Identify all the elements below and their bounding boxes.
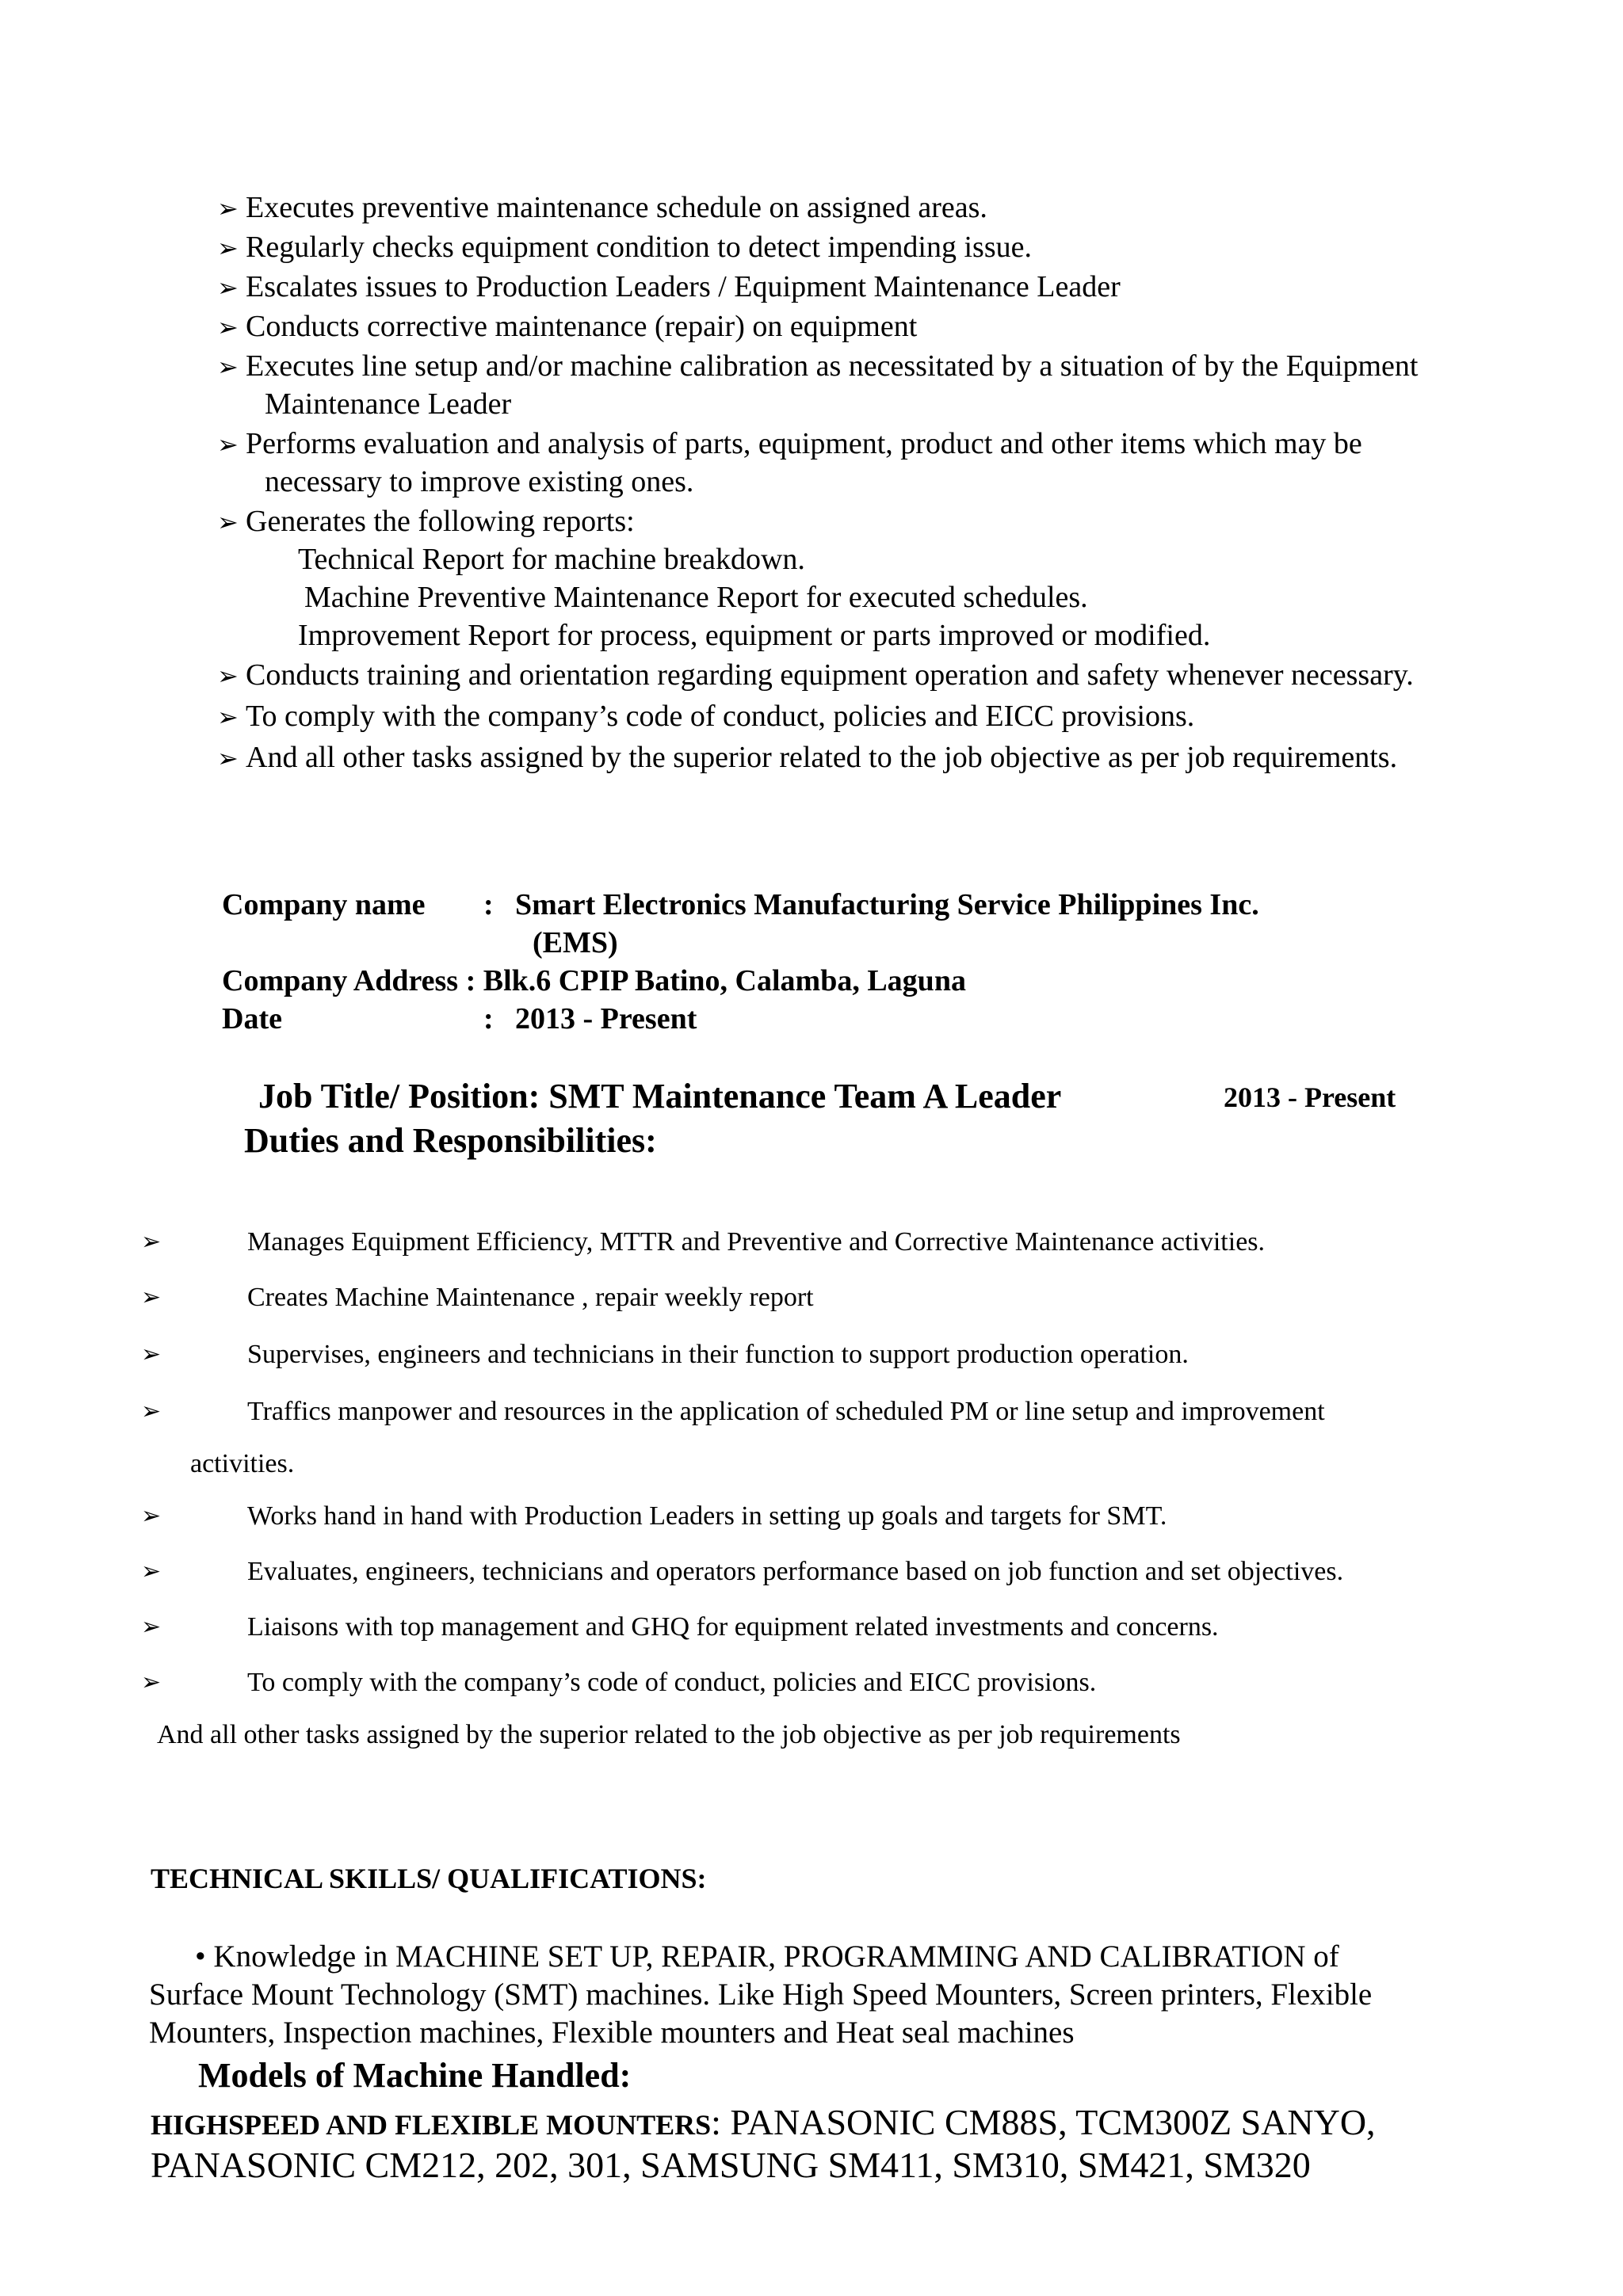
arrow-bullet-icon: ➢ [217, 273, 239, 302]
list-item [217, 656, 1414, 695]
arrow-bullet-icon: ➢ [217, 508, 239, 536]
list-item [217, 189, 987, 227]
bullet-text: Traffics manpower and resources in the application of scheduled PM or line setup and improvement [247, 1397, 1325, 1426]
bullet-text: To comply with the company’s code of conduct, policies and EICC provisions. [246, 700, 1195, 733]
bullet-text: Executes line setup and/or machine calibration as necessitated by a situation of by the Equipment [246, 349, 1419, 383]
colon: : [483, 1002, 494, 1035]
arrow-bullet-icon: ➢ [141, 1558, 162, 1585]
bullet-text: To comply with the company’s code of conduct, policies and EICC provisions. [247, 1668, 1097, 1697]
list-item [217, 268, 1121, 307]
list-item [217, 307, 917, 346]
job-date: 2013 - Present [1224, 1081, 1396, 1113]
duties-heading: Duties and Responsibilities: [244, 1121, 657, 1160]
skills-line: Surface Mount Technology (SMT) machines. Like High Speed Mounters, Screen printers, Flexible [149, 1978, 1373, 2012]
bullet-text: Conducts corrective maintenance (repair) on equipment [246, 310, 918, 343]
list-item [217, 738, 1397, 777]
arrow-bullet-icon: ➢ [217, 744, 239, 772]
list-item [0, 1665, 1623, 1700]
company-name-label: Company name [222, 888, 426, 921]
bullet-text: Creates Machine Maintenance , repair weekly report [247, 1283, 814, 1312]
list-item [0, 1610, 1623, 1645]
bullet-continuation: Maintenance Leader [265, 387, 512, 421]
bullet-text: Conducts training and orientation regarding equipment operation and safety whenever necessary. [246, 658, 1414, 692]
colon: : [458, 964, 483, 997]
bullet-text: Executes preventive maintenance schedule on assigned areas. [246, 191, 987, 224]
technical-skills-heading: TECHNICAL SKILLS/ QUALIFICATIONS: [151, 1863, 707, 1894]
closing-statement: And all other tasks assigned by the superior related to the job objective as per job requirements [157, 1720, 1181, 1749]
bullet-text: Escalates issues to Production Leaders / Equipment Maintenance Leader [246, 270, 1121, 303]
arrow-bullet-icon: ➢ [141, 1229, 162, 1255]
list-item [0, 1280, 1623, 1315]
company-date-row [222, 1000, 697, 1038]
company-date-value: 2013 - Present [515, 1002, 697, 1035]
bullet-text: Supervises, engineers and technicians in their function to support production operation. [247, 1340, 1189, 1369]
models-label: HIGHSPEED AND FLEXIBLE MOUNTERS [151, 2109, 712, 2141]
colon: : [483, 888, 494, 921]
list-item [217, 228, 1032, 267]
arrow-bullet-icon: ➢ [217, 430, 239, 459]
bullet-text: Manages Equipment Efficiency, MTTR and Preventive and Corrective Maintenance activities. [247, 1227, 1266, 1257]
arrow-bullet-icon: ➢ [217, 313, 239, 341]
report-item: Machine Preventive Maintenance Report for executed schedules. [304, 581, 1088, 614]
skills-line: Mounters, Inspection machines, Flexible mounters and Heat seal machines [149, 2016, 1075, 2050]
company-address-label: Company Address [222, 964, 459, 997]
bullet-text: Performs evaluation and analysis of parts, equipment, product and other items which may be [246, 427, 1362, 460]
models-line: PANASONIC CM212, 202, 301, SAMSUNG SM411, SM310, SM421, SM320 [151, 2145, 1311, 2185]
company-address-row [222, 962, 966, 1000]
arrow-bullet-icon: ➢ [141, 1341, 162, 1367]
bullet-text: Evaluates, engineers, technicians and operators performance based on job function and set objectives. [247, 1557, 1344, 1586]
models-heading: Models of Machine Handled: [198, 2056, 632, 2095]
models-line [151, 2101, 1376, 2146]
arrow-bullet-icon: ➢ [141, 1503, 162, 1529]
company-name-abbrev: (EMS) [533, 926, 618, 959]
report-item: Improvement Report for process, equipment or parts improved or modified. [298, 619, 1211, 652]
list-item [217, 697, 1194, 736]
arrow-bullet-icon: ➢ [217, 234, 239, 262]
arrow-bullet-icon: ➢ [141, 1398, 162, 1425]
company-date-label: Date [222, 1002, 282, 1035]
arrow-bullet-icon: ➢ [217, 353, 239, 381]
list-item [0, 1554, 1623, 1589]
arrow-bullet-icon: ➢ [141, 1614, 162, 1640]
report-item: Technical Report for machine breakdown. [298, 543, 805, 576]
list-item [0, 1337, 1623, 1372]
list-item [217, 347, 1418, 386]
bullet-text: Generates the following reports: [246, 505, 635, 538]
company-address-value: Blk.6 CPIP Batino, Calamba, Laguna [483, 964, 966, 997]
list-item [0, 1225, 1623, 1260]
bullet-continuation: activities. [190, 1449, 295, 1478]
list-item [0, 1499, 1623, 1534]
arrow-bullet-icon: ➢ [141, 1669, 162, 1695]
models-list: : PANASONIC CM88S, TCM300Z SANYO, [711, 2102, 1376, 2142]
job-title: Job Title/ Position: SMT Maintenance Team A Leader [258, 1077, 1062, 1116]
list-item [0, 1394, 1623, 1429]
company-name-row [222, 886, 1259, 924]
bullet-continuation: necessary to improve existing ones. [265, 465, 694, 498]
skills-line: • Knowledge in MACHINE SET UP, REPAIR, PROGRAMMING AND CALIBRATION of [195, 1939, 1339, 1974]
bullet-text: Liaisons with top management and GHQ for equipment related investments and concerns. [247, 1612, 1219, 1642]
arrow-bullet-icon: ➢ [217, 703, 239, 731]
arrow-bullet-icon: ➢ [217, 662, 239, 690]
list-item [217, 502, 635, 541]
arrow-bullet-icon: ➢ [141, 1284, 162, 1310]
arrow-bullet-icon: ➢ [217, 194, 239, 223]
company-name-value: Smart Electronics Manufacturing Service Philippines Inc. [515, 888, 1259, 921]
bullet-text: And all other tasks assigned by the superior related to the job objective as per job requirements. [246, 741, 1398, 774]
bullet-text: Regularly checks equipment condition to detect impending issue. [246, 231, 1032, 264]
list-item [217, 425, 1362, 463]
bullet-text: Works hand in hand with Production Leaders in setting up goals and targets for SMT. [247, 1501, 1167, 1531]
